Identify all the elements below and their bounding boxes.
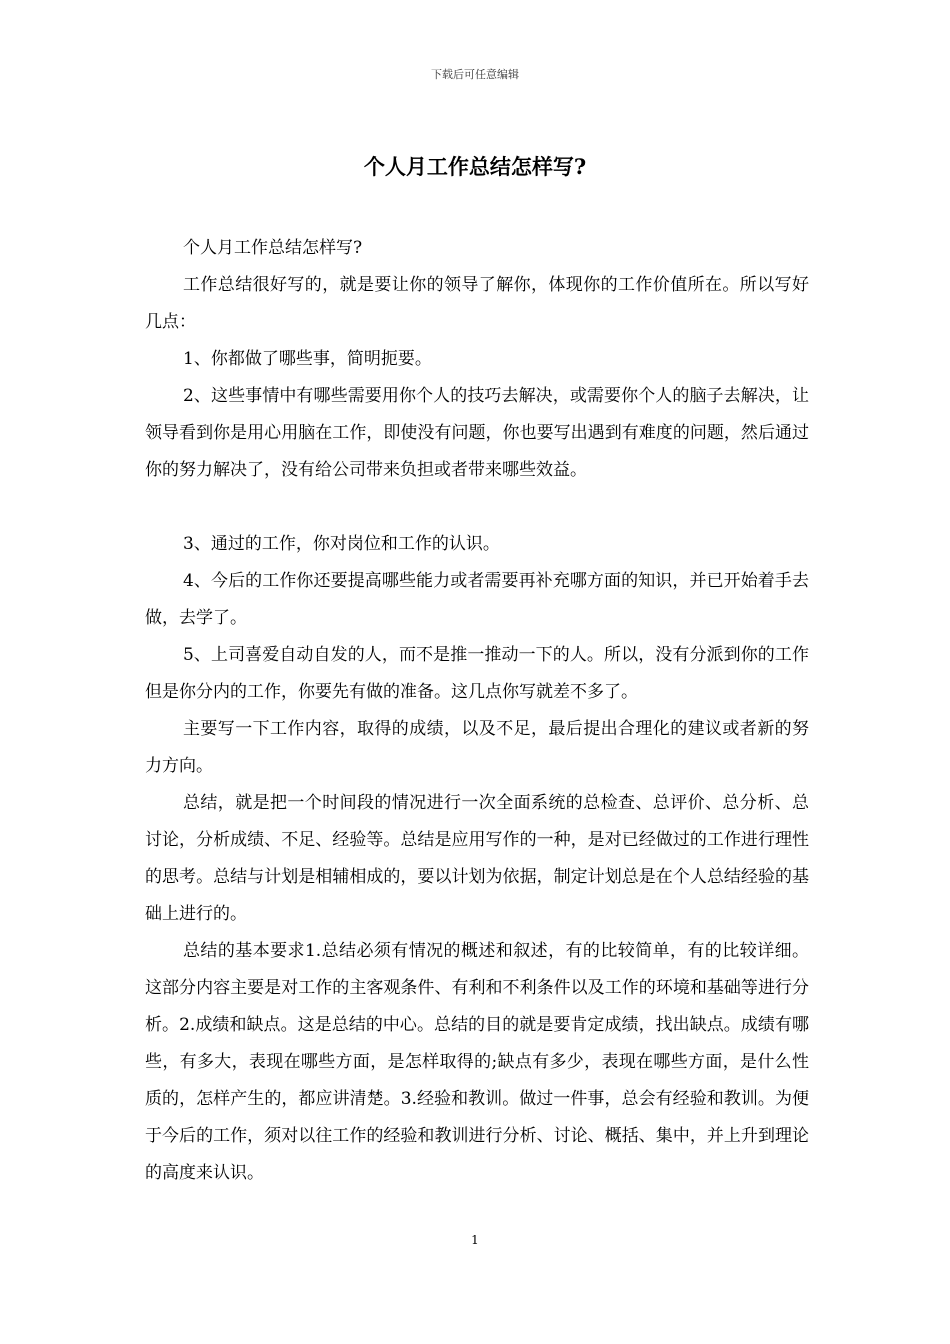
page-header-note: 下载后可任意编辑 (431, 68, 519, 81)
paragraph-main-content: 主要写一下工作内容，取得的成绩，以及不足，最后提出合理化的建议或者新的努力方向。 (145, 719, 809, 776)
paragraph-point-3: 3、通过的工作，你对岗位和工作的认识。 (183, 534, 500, 554)
paragraph-overview: 工作总结很好写的，就是要让你的领导了解你，体现你的工作价值所在。所以写好几点： (145, 275, 809, 332)
paragraph-point-1: 1、你都做了哪些事，简明扼要。 (183, 349, 432, 369)
paragraph-intro-question: 个人月工作总结怎样写? (183, 238, 363, 258)
document-body (145, 230, 809, 1192)
paragraph-point-4: 4、今后的工作你还要提高哪些能力或者需要再补充哪方面的知识，并已开始着手去做，去学了。 (145, 571, 809, 628)
paragraph-point-5: 5、上司喜爱自动自发的人，而不是推一推动一下的人。所以，没有分派到你的工作但是你分内的工作，你要先有做的准备。这几点你写就差不多了。 (145, 645, 809, 702)
paragraph-point-2: 2、这些事情中有哪些需要用你个人的技巧去解决，或需要你个人的脑子去解决，让领导看到你是用心用脑在工作，即使没有问题，你也要写出遇到有难度的问题，然后通过你的努力解决了，没有给公司带来负担或者带来哪些效益。 (145, 386, 809, 480)
document-title: 个人月工作总结怎样写? (363, 154, 587, 179)
paragraph-basic-requirements: 总结的基本要求1.总结必须有情况的概述和叙述，有的比较简单，有的比较详细。这部分内容主要是对工作的主客观条件、有利和不利条件以及工作的环境和基础等进行分析。2.成绩和缺点。这是总结的中心。总结的目的就是要肯定成绩，找出缺点。成绩有哪些，有多大，表现在哪些方面，是怎样取得的;缺点有多少，表现在哪些方面，是什么性质的，怎样产生的，都应讲清楚。3.经验和教训。做过一件事，总会有经验和教训。为便于今后的工作，须对以往工作的经验和教训进行分析、讨论、概括、集中，并上升到理论的高度来认识。 (145, 941, 809, 1183)
paragraph-summary-definition: 总结，就是把一个时间段的情况进行一次全面系统的总检查、总评价、总分析、总讨论，分析成绩、不足、经验等。总结是应用写作的一种，是对已经做过的工作进行理性的思考。总结与计划是相辅相成的，要以计划为依据，制定计划总是在个人总结经验的基础上进行的。 (145, 793, 809, 924)
page-number: 1 (471, 1233, 479, 1247)
